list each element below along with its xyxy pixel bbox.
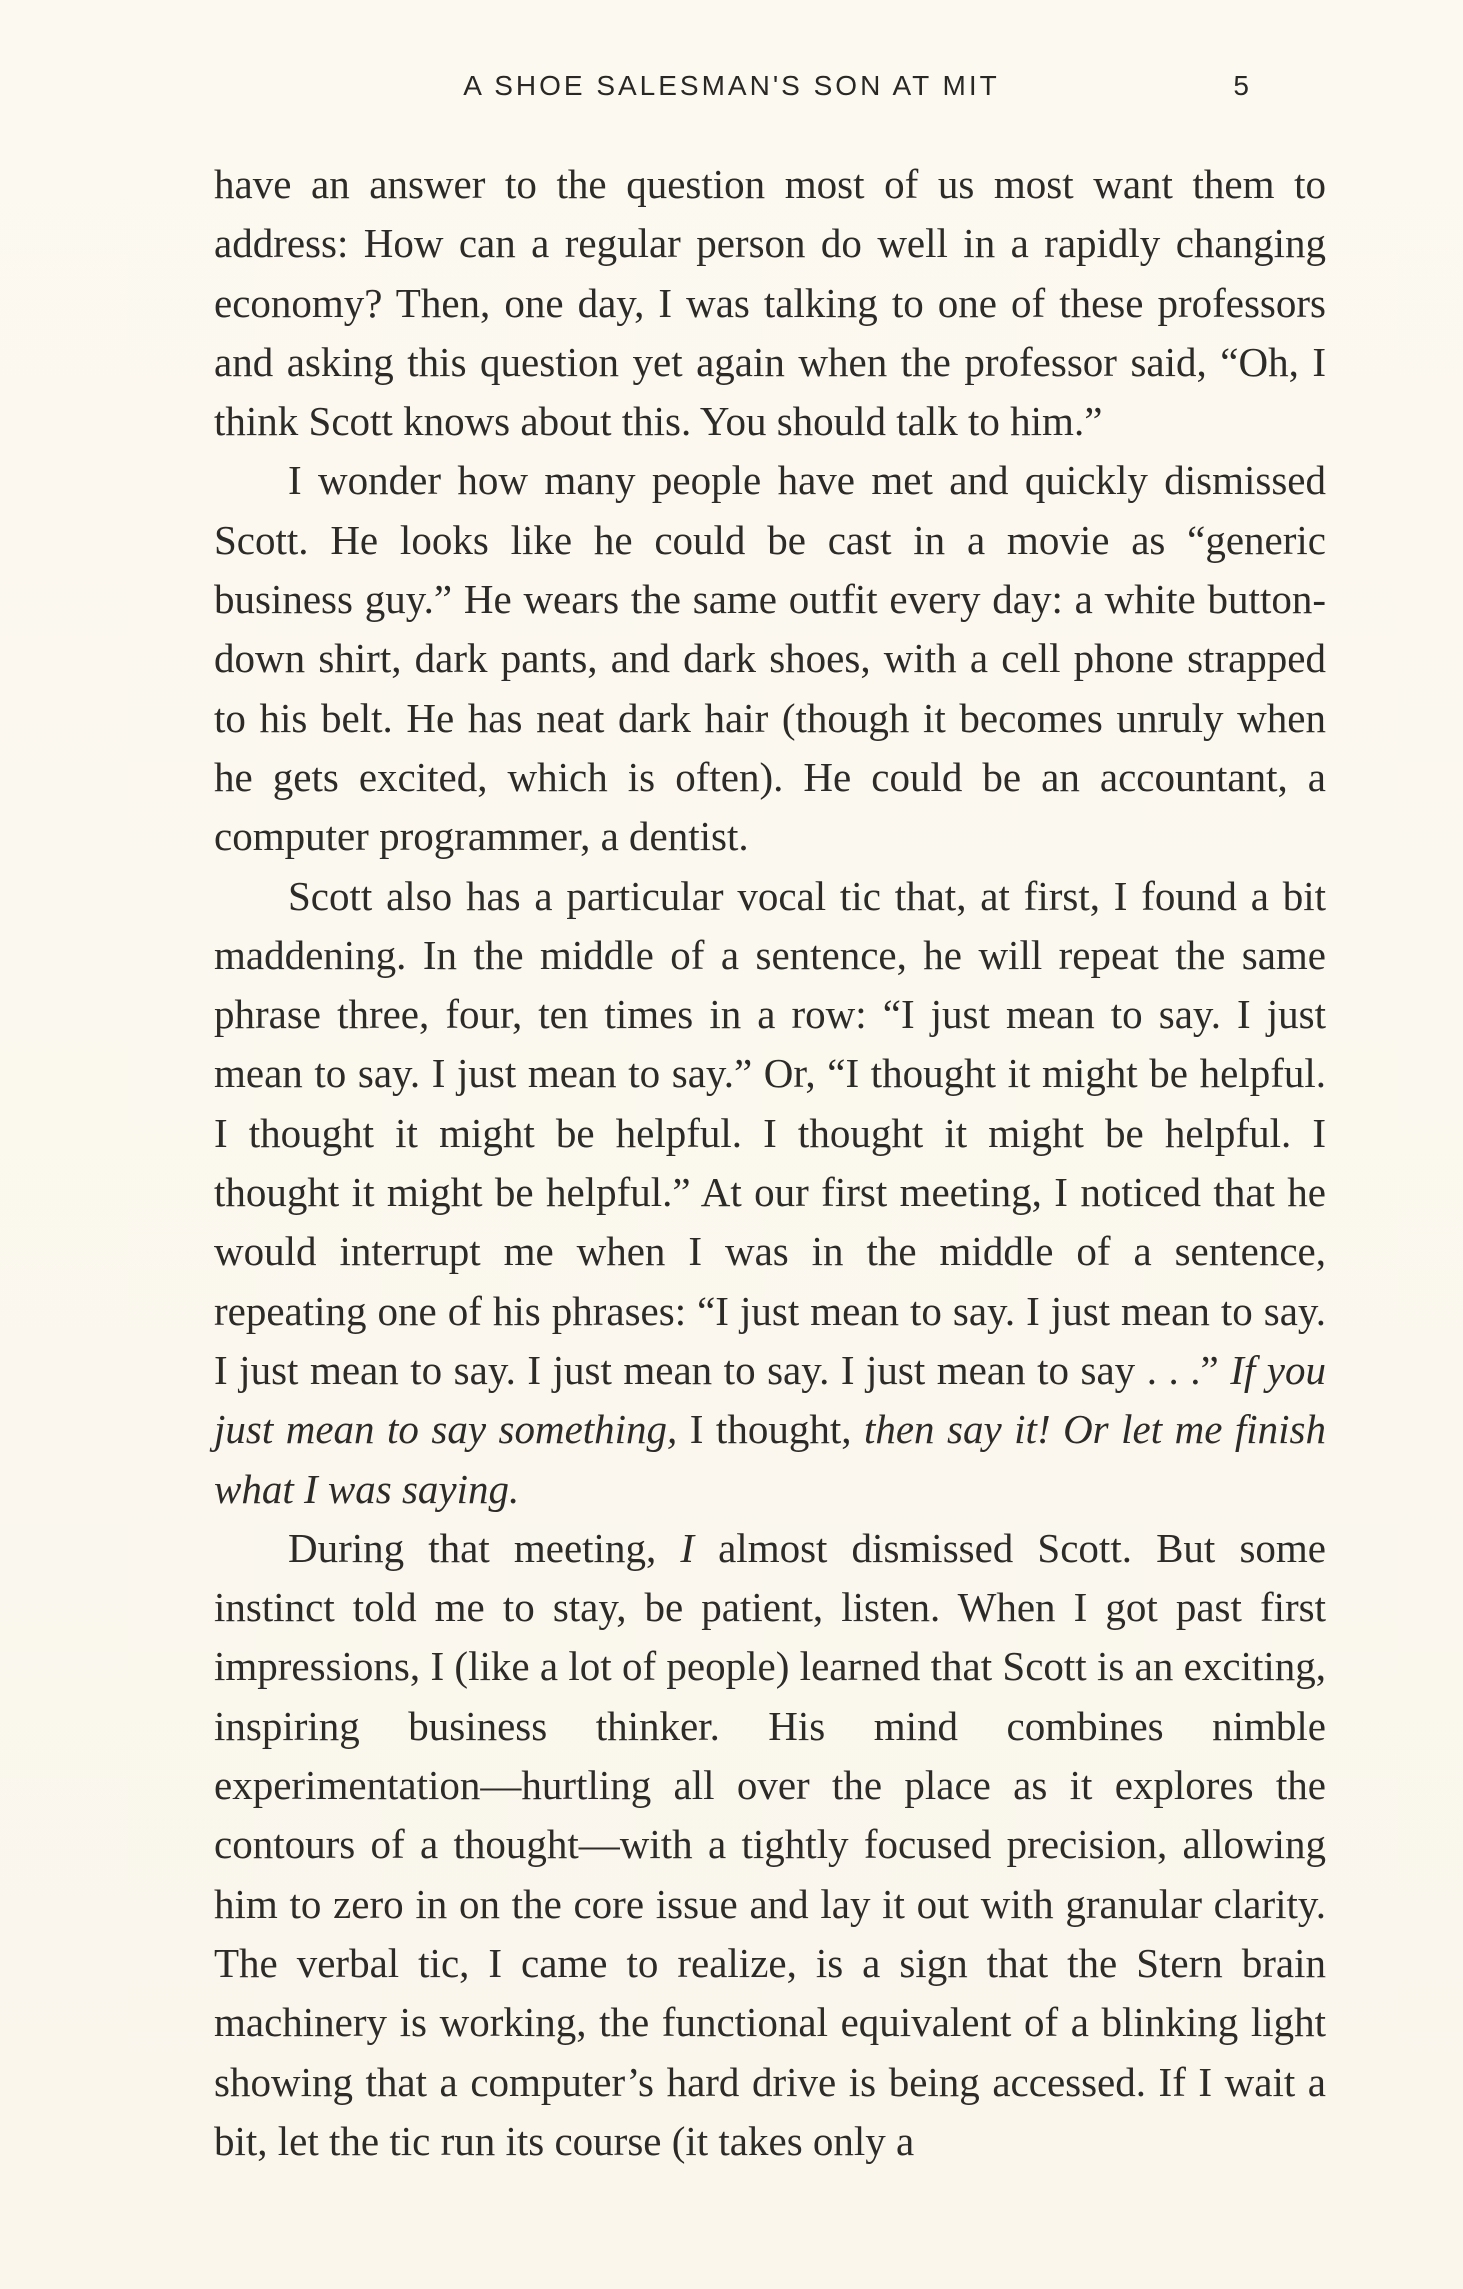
paragraph-3-text-a: Scott also has a particular vocal tic that, at first, I found a bit maddening. In the middle of a sentence, he will repeat the same phrase three, four, ten times in a row: “I just mean to say. I just mean to say. I just mean to say.” Or, “I thought it might be helpful. I thought it might be helpful. I thought it might be helpful. I thought it might be helpful.” At our first meeting, I noticed that he would interrupt me when I was in the middle of a sentence, repeating one of his phrases: “I just mean to say. I just mean to say. I just mean to say. I just mean to say. I just mean to say . . .” [214,872,1326,1393]
paragraph-4-text-a: During that meeting, [288,1524,681,1571]
paragraph-4-italic-a: I [680,1524,694,1571]
body-text [214,155,1326,2171]
paragraph-2: I wonder how many people have met and quickly dismissed Scott. He looks like he could be cast in a movie as “generic business guy.” He wears the same outfit every day: a white button-down shirt, dark pants, and dark shoes, with a cell phone strapped to his belt. He has neat dark hair (though it becomes unruly when he gets excited, which is often). He could be an accountant, a computer programmer, a dentist. [214,457,1326,860]
paragraph-1: have an answer to the question most of us most want them to address: How can a regular person do well in a rapidly changing economy? Then, one day, I was talking to one of these professors and asking this question yet again when the professor said, “Oh, I think Scott knows about this. You should talk to him.” [214,161,1326,445]
paragraph-4 [214,1519,1326,2171]
page-number: 5 [1233,70,1249,101]
paragraph-3-italic-a: If you just mean to say something, [214,1346,1326,1453]
paragraph-3-text-b: I thought, [677,1406,864,1453]
paragraph-3 [214,867,1326,1519]
paragraph-4-text-b: almost dismissed Scott. But some instinct told me to stay, be patient, listen. When I got past first impressions, I (like a lot of people) learned that Scott is an exciting, inspiring business thinker. His mind combines nimble experimentation—hurtling all over the place as it explores the contours of a thought—with a tightly focused precision, allowing him to zero in on the core issue and lay it out with granular clarity. The verbal tic, I came to realize, is a sign that the Stern brain machinery is working, the functional equivalent of a blinking light showing that a computer’s hard drive is being accessed. If I wait a bit, let the tic run its course (it takes only a [214,1524,1326,2164]
paragraph-3-italic-b: then say it! Or let me finish what I was saying. [214,1406,1326,1512]
running-head [0,70,1463,110]
running-title: A SHOE SALESMAN'S SON AT MIT [463,70,1000,101]
